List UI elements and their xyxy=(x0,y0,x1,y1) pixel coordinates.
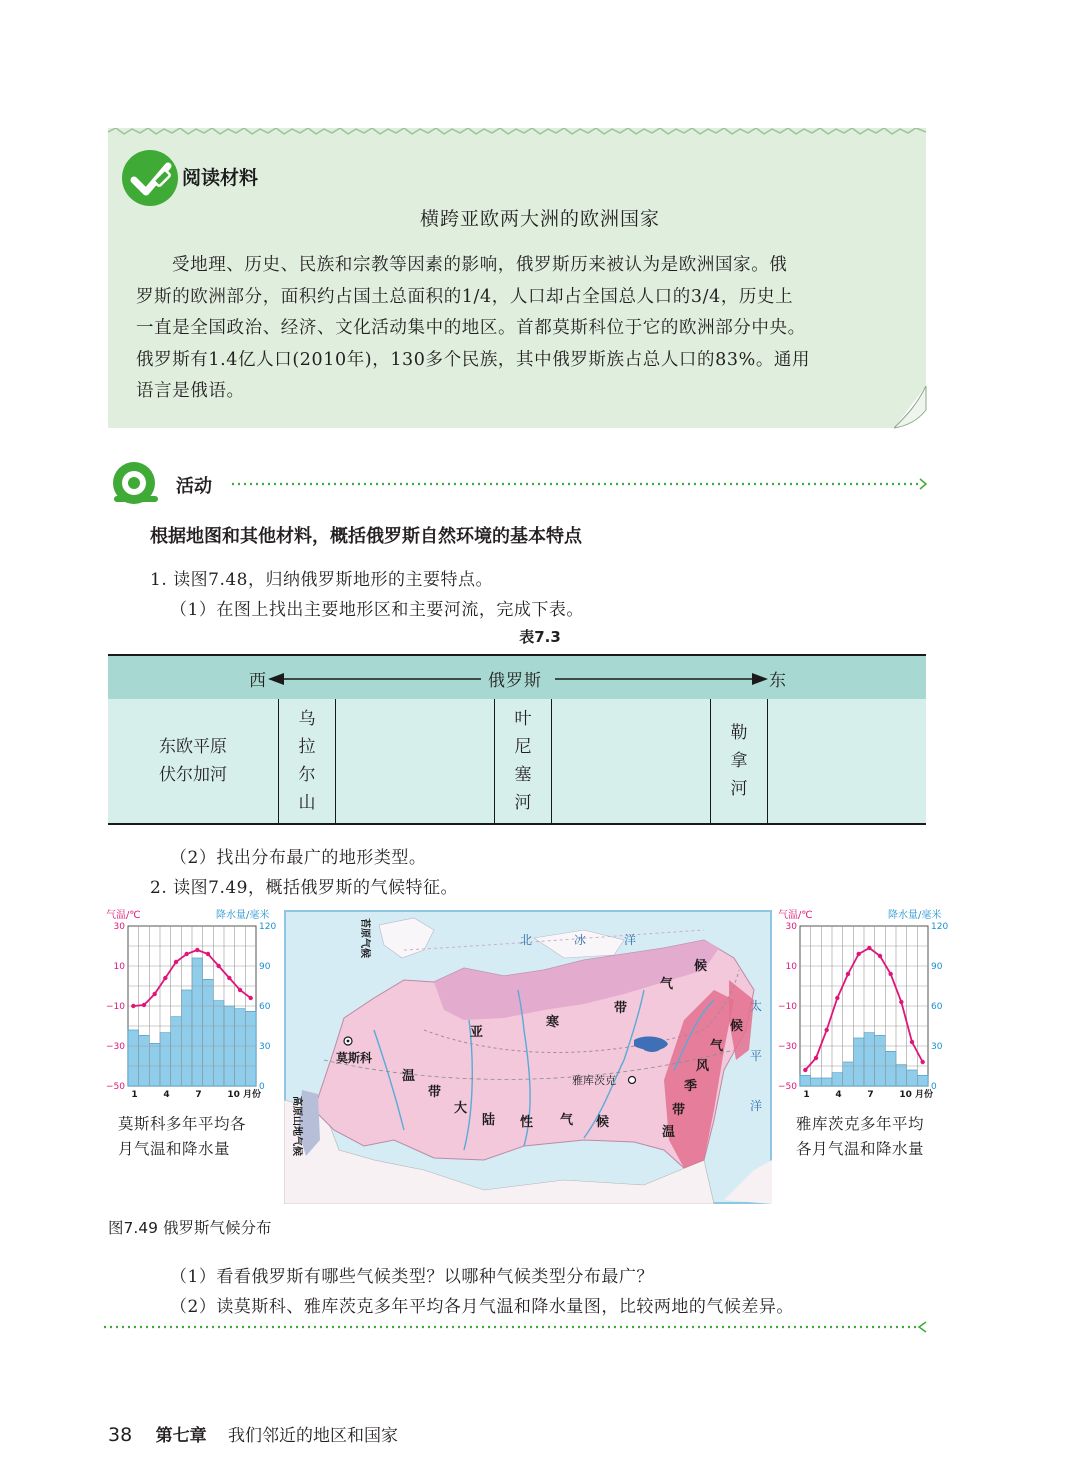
precip-bar xyxy=(245,1011,256,1086)
monsoon-label: 季 xyxy=(684,1079,698,1094)
yakutsk-caption: 雅库茨克多年平均 各月气温和降水量 xyxy=(796,1115,925,1158)
temp-point xyxy=(195,948,199,952)
ocean-label: 平 xyxy=(750,1049,763,1063)
yakutsk-climate-chart xyxy=(778,906,948,1104)
temp-point xyxy=(910,1040,914,1044)
precip-tick-label: 120 xyxy=(931,922,948,932)
question-2: 2. 读图7.49，概括俄罗斯的气候特征。 xyxy=(150,878,458,898)
monsoon-label: 风 xyxy=(696,1059,710,1074)
moscow-caption: 莫斯科多年平均各 月气温和降水量 xyxy=(118,1115,247,1158)
table-header xyxy=(108,654,926,701)
temp-tick-label: 10 xyxy=(113,962,125,972)
precip-tick-label: 90 xyxy=(931,962,943,972)
sea-label: 冰 xyxy=(574,933,587,947)
precip-tick-label: 30 xyxy=(931,1042,943,1052)
moscow-label: 莫斯科 xyxy=(336,1051,373,1065)
precip-bar xyxy=(907,1070,918,1086)
sea-label: 北 xyxy=(520,933,533,947)
reading-line: 罗斯的欧洲部分，面积约占国土总面积的1/4，人口却占全国总人口的3/4，历史上 xyxy=(136,286,794,307)
temp-point xyxy=(238,988,242,992)
subarctic-label: 候 xyxy=(694,959,708,974)
reading-line: 俄罗斯有1.4亿人口(2010年)，130多个民族，其中俄罗斯族占总人口的83%。通用 xyxy=(136,349,811,370)
continental-label: 温 xyxy=(402,1069,416,1084)
month-tick-label: 4 xyxy=(835,1090,842,1100)
cell-east-european-plain: 东欧平原 伏尔加河 xyxy=(159,737,227,785)
question-2-1: （1）看看俄罗斯有哪些气候类型？以哪种气候类型分布最广？ xyxy=(170,1267,654,1287)
temp-point xyxy=(206,952,210,956)
ocean-label: 太 xyxy=(750,999,763,1013)
temp-point xyxy=(899,1000,903,1004)
yakutsk-label: 雅库茨克 xyxy=(572,1074,616,1087)
temp-point xyxy=(184,952,188,956)
continental-label: 性 xyxy=(520,1115,534,1130)
precip-bar xyxy=(213,1001,224,1086)
bottom-divider xyxy=(104,1320,930,1334)
reading-line: 受地理、历史、民族和宗教等因素的影响，俄罗斯历来被认为是欧洲国家。俄 xyxy=(172,255,788,275)
subarctic-label: 气 xyxy=(660,977,674,992)
cell-lena-river: 勒 拿 河 xyxy=(730,723,748,799)
temp-axis-label: 气温/℃ xyxy=(778,910,813,921)
reading-paragraph xyxy=(136,250,906,408)
precip-axis-label: 降水量/毫米 xyxy=(216,910,270,921)
page-footer xyxy=(108,1421,398,1446)
month-tick-label: 1 xyxy=(803,1090,810,1100)
precip-bar xyxy=(811,1078,822,1086)
month-tick-label: 1 xyxy=(131,1090,138,1100)
west-label: 西 xyxy=(249,671,266,691)
temp-point xyxy=(846,972,850,976)
precip-bar xyxy=(160,1033,171,1086)
month-tick-label: 7 xyxy=(195,1090,202,1100)
temp-point xyxy=(163,976,167,980)
precip-bar xyxy=(235,1009,246,1086)
temp-point xyxy=(803,1068,807,1072)
moscow-plot xyxy=(106,918,276,1104)
temp-point xyxy=(824,1028,828,1032)
precip-bar xyxy=(139,1035,150,1086)
precip-bar xyxy=(864,1033,875,1086)
precip-bar xyxy=(917,1075,928,1086)
reading-material-icon xyxy=(120,148,180,208)
temp-point xyxy=(814,1056,818,1060)
precip-tick-label: 30 xyxy=(259,1042,271,1052)
precip-bar xyxy=(832,1073,843,1086)
reading-label: 阅读材料 xyxy=(182,167,259,189)
table-body xyxy=(108,699,926,825)
zigzag-edge xyxy=(108,128,926,136)
ocean-label: 洋 xyxy=(750,1099,763,1113)
temp-tick-label: 30 xyxy=(113,922,125,932)
temp-point xyxy=(174,960,178,964)
question-1-2: （2）找出分布最广的地形类型。 xyxy=(170,848,427,868)
temp-point xyxy=(131,1004,135,1008)
continental-label: 气 xyxy=(560,1113,574,1128)
monsoon-label: 温 xyxy=(662,1125,676,1140)
activity-label: 活动 xyxy=(176,476,212,497)
cell-ural-mountains: 乌 拉 尔 山 xyxy=(298,709,316,813)
temp-point xyxy=(888,972,892,976)
precip-bar xyxy=(192,958,203,1086)
subarctic-label: 寒 xyxy=(546,1015,560,1030)
temp-tick-label: 30 xyxy=(785,922,797,932)
month-tick-label: 10 月份 xyxy=(899,1090,934,1100)
precip-bar xyxy=(896,1065,907,1086)
reading-line: 语言是俄语。 xyxy=(136,381,245,401)
activity-divider xyxy=(232,478,932,490)
chapter-title: 我们邻近的地区和国家 xyxy=(228,1426,398,1446)
precip-tick-label: 90 xyxy=(259,962,271,972)
continental-label: 大 xyxy=(454,1101,468,1116)
temp-point xyxy=(878,954,882,958)
page-number: 38 xyxy=(108,1424,133,1446)
continental-label: 候 xyxy=(596,1115,610,1130)
monsoon-label: 气 xyxy=(710,1039,724,1054)
activity-title: 根据地图和其他材料，概括俄罗斯自然环境的基本特点 xyxy=(150,526,582,547)
continental-label: 陆 xyxy=(482,1113,496,1128)
table-caption: 表7.3 xyxy=(519,628,561,646)
temp-tick-label: −50 xyxy=(778,1082,797,1092)
precip-bar xyxy=(843,1062,854,1086)
cell-yenisei-river: 叶 尼 塞 河 xyxy=(514,709,532,813)
figure-caption: 图7.49 俄罗斯气候分布 xyxy=(108,1219,272,1237)
temp-point xyxy=(920,1060,924,1064)
temp-tick-label: −10 xyxy=(778,1002,797,1012)
tundra-climate-label: 苔原气候 xyxy=(359,918,370,958)
temp-tick-label: −30 xyxy=(106,1042,125,1052)
chapter-label: 第七章 xyxy=(155,1426,207,1446)
activity-icon xyxy=(110,460,162,506)
terrain-table xyxy=(108,654,926,824)
precip-tick-label: 0 xyxy=(931,1082,937,1092)
continental-label: 带 xyxy=(428,1085,442,1100)
precip-bar xyxy=(885,1051,896,1086)
monsoon-label: 带 xyxy=(672,1103,686,1118)
precip-axis-label: 降水量/毫米 xyxy=(888,910,942,921)
precip-bar xyxy=(181,990,192,1086)
precip-bar xyxy=(171,1017,182,1086)
mountain-climate-label: 高原山地气候 xyxy=(291,1096,302,1156)
precip-bar xyxy=(800,1075,811,1086)
precip-tick-label: 120 xyxy=(259,922,276,932)
subarctic-label: 亚 xyxy=(470,1025,484,1040)
temp-axis-label: 气温/℃ xyxy=(106,910,141,921)
temp-point xyxy=(152,992,156,996)
reading-title: 横跨亚欧两大洲的欧洲国家 xyxy=(419,208,660,230)
precip-tick-label: 60 xyxy=(931,1002,943,1012)
reading-line: 一直是全国政治、经济、文化活动集中的地区。首都莫斯科位于它的欧洲部分中央。 xyxy=(136,318,806,338)
precip-tick-label: 60 xyxy=(259,1002,271,1012)
russia-climate-map xyxy=(284,910,772,1204)
precip-bar xyxy=(203,979,214,1086)
temp-tick-label: −30 xyxy=(778,1042,797,1052)
subarctic-label: 带 xyxy=(614,1001,628,1016)
precip-bar xyxy=(821,1078,832,1086)
question-2-2: （2）读莫斯科、雅库茨克多年平均各月气温和降水量图，比较两地的气候差异。 xyxy=(170,1297,794,1317)
moscow-climate-chart xyxy=(106,906,276,1104)
question-1-1: （1）在图上找出主要地形区和主要河流，完成下表。 xyxy=(170,600,584,620)
precip-bar xyxy=(149,1043,160,1086)
temp-tick-label: 10 xyxy=(785,962,797,972)
temp-point xyxy=(867,946,871,950)
temp-point xyxy=(227,976,231,980)
yakutsk-marker xyxy=(629,1077,636,1084)
precip-tick-label: 0 xyxy=(259,1082,265,1092)
precip-bar xyxy=(875,1035,886,1086)
temp-point xyxy=(216,964,220,968)
month-tick-label: 10 月份 xyxy=(227,1090,262,1100)
temp-point xyxy=(248,996,252,1000)
month-tick-label: 7 xyxy=(867,1090,874,1100)
temp-tick-label: −50 xyxy=(106,1082,125,1092)
question-1: 1. 读图7.48，归纳俄罗斯地形的主要特点。 xyxy=(150,570,493,590)
yakutsk-plot xyxy=(778,918,948,1104)
temp-point xyxy=(142,1003,146,1007)
east-label: 东 xyxy=(769,671,786,691)
precip-bar xyxy=(853,1038,864,1086)
temp-point xyxy=(856,952,860,956)
precip-bar xyxy=(128,1030,139,1086)
temp-tick-label: −10 xyxy=(106,1002,125,1012)
russia-label: 俄罗斯 xyxy=(488,671,542,691)
temp-point xyxy=(835,996,839,1000)
sea-label: 洋 xyxy=(624,933,637,947)
monsoon-label: 候 xyxy=(730,1019,744,1034)
month-tick-label: 4 xyxy=(163,1090,170,1100)
